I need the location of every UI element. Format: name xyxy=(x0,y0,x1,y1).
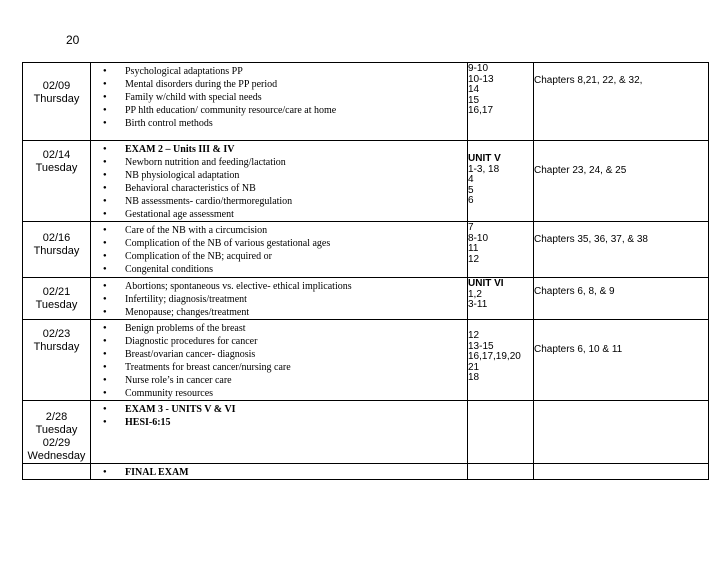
date-cell xyxy=(23,278,91,320)
topic-item: ● Care of the NB with a circumcision xyxy=(91,224,467,237)
chapters-text: Chapter 23, 24, & 25 xyxy=(534,165,627,176)
topic-list xyxy=(91,464,467,479)
page-range: 14 xyxy=(468,84,480,96)
topic-item: ● Complication of the NB; acquired or xyxy=(91,250,467,263)
topics-cell xyxy=(91,63,468,141)
topic-item: ● Abortions; spontaneous vs. elective- ethical implications xyxy=(91,280,467,293)
date-line: Thursday xyxy=(33,93,80,105)
date-line: 02/14 xyxy=(42,149,71,161)
date-line: Thursday xyxy=(33,245,80,257)
schedule-row xyxy=(23,278,709,320)
topic-list xyxy=(91,401,467,429)
page-number: 20 xyxy=(66,33,80,47)
topic-item: ● Newborn nutrition and feeding/lactation xyxy=(91,156,467,169)
schedule-row xyxy=(23,320,709,401)
topic-item: ● Menopause; changes/treatment xyxy=(91,306,467,319)
date-line: 02/29 xyxy=(42,437,71,449)
topic-list xyxy=(91,222,467,276)
topics-cell xyxy=(91,278,468,320)
pages-cell xyxy=(468,278,534,320)
page-range: UNIT VI xyxy=(468,278,504,289)
page-range: 11 xyxy=(468,243,479,255)
date-cell xyxy=(23,141,91,222)
chapters-cell xyxy=(534,141,709,222)
chapters-cell xyxy=(534,401,709,464)
schedule-row xyxy=(23,464,709,480)
page-range: 1-3, 18 xyxy=(468,163,500,175)
topic-item: ● Benign problems of the breast xyxy=(91,322,467,335)
chapters-text: Chapters 6, 8, & 9 xyxy=(534,286,615,297)
date-line: 02/16 xyxy=(42,232,71,244)
page-range: 16,17 xyxy=(468,105,494,117)
topic-item: ● Community resources xyxy=(91,387,467,400)
topic-item: ● Gestational age assessment xyxy=(91,208,467,221)
page-range: 10-13 xyxy=(468,73,494,85)
page-range: 9-10 xyxy=(468,63,489,74)
chapters-text: Chapters 8,21, 22, & 32, xyxy=(534,75,643,86)
topics-cell xyxy=(91,320,468,401)
topic-list xyxy=(91,63,467,130)
date-line: 02/21 xyxy=(42,286,71,298)
date-line: 02/23 xyxy=(42,328,71,340)
topic-item: ● PP hlth education/ community resource/care at home xyxy=(91,104,467,117)
topics-cell xyxy=(91,222,468,278)
topic-item: ● Diagnostic procedures for cancer xyxy=(91,335,467,348)
page-range: 1,2 xyxy=(468,288,482,300)
page-range: 5 xyxy=(468,184,474,196)
chapters-cell xyxy=(534,222,709,278)
page-range: 8-10 xyxy=(468,232,489,244)
topic-item: ● FINAL EXAM xyxy=(91,466,467,479)
page-range: 12 xyxy=(468,330,480,341)
schedule-row xyxy=(23,401,709,464)
topic-list xyxy=(91,278,467,319)
topic-item: ● Family w/child with special needs xyxy=(91,91,467,104)
page-range: 18 xyxy=(468,372,480,384)
date-line: Wednesday xyxy=(27,450,86,462)
topic-item: ● Psychological adaptations PP xyxy=(91,65,467,78)
pages-cell xyxy=(468,401,534,464)
page-range: 4 xyxy=(468,174,474,186)
page-range: 13-15 xyxy=(468,340,494,352)
pages-cell xyxy=(468,63,534,141)
chapters-text: Chapters 6, 10 & 11 xyxy=(534,344,623,355)
topic-item: ● Treatments for breast cancer/nursing care xyxy=(91,361,467,374)
topic-item: ● NB physiological adaptation xyxy=(91,169,467,182)
page-range: 21 xyxy=(468,361,480,373)
schedule-row xyxy=(23,222,709,278)
date-line: Thursday xyxy=(33,341,80,353)
schedule-row xyxy=(23,141,709,222)
topic-item: ● Nurse role’s in cancer care xyxy=(91,374,467,387)
pages-cell xyxy=(468,222,534,278)
page-range: 3-11 xyxy=(468,299,488,311)
topic-item: ● EXAM 2 – Units III & IV xyxy=(91,143,467,156)
topic-list xyxy=(91,141,467,221)
chapters-cell xyxy=(534,63,709,141)
date-line: 02/09 xyxy=(42,80,71,92)
topic-item: ● Congenital conditions xyxy=(91,263,467,276)
schedule-table xyxy=(22,62,709,480)
topics-cell xyxy=(91,141,468,222)
topic-item: ● Complication of the NB of various gestational ages xyxy=(91,237,467,250)
chapters-cell xyxy=(534,278,709,320)
topic-item: ● NB assessments- cardio/thermoregulation xyxy=(91,195,467,208)
topic-item: ● Birth control methods xyxy=(91,117,467,130)
topic-item: ● EXAM 3 - UNITS V & VI xyxy=(91,403,467,416)
date-line: Tuesday xyxy=(35,299,78,311)
date-cell xyxy=(23,63,91,141)
topic-item: ● Behavioral characteristics of NB xyxy=(91,182,467,195)
pages-cell xyxy=(468,464,534,480)
date-line: Tuesday xyxy=(35,424,78,436)
page-range: 15 xyxy=(468,94,480,106)
pages-cell xyxy=(468,320,534,401)
date-cell xyxy=(23,401,91,464)
chapters-cell xyxy=(534,464,709,480)
topic-item: ● HESI-6:15 xyxy=(91,416,467,429)
page-range: 12 xyxy=(468,253,480,265)
topic-item: ● Mental disorders during the PP period xyxy=(91,78,467,91)
topics-cell xyxy=(91,401,468,464)
topic-item: ● Breast/ovarian cancer- diagnosis xyxy=(91,348,467,361)
page-range: 6 xyxy=(468,195,474,207)
chapters-text: Chapters 35, 36, 37, & 38 xyxy=(534,234,648,245)
date-cell xyxy=(23,222,91,278)
chapters-cell xyxy=(534,320,709,401)
page-range: UNIT V xyxy=(468,153,501,164)
page-range: 16,17,19,20 xyxy=(468,351,521,363)
topics-cell xyxy=(91,464,468,480)
date-line: Tuesday xyxy=(35,162,78,174)
pages-cell xyxy=(468,141,534,222)
topic-list xyxy=(91,320,467,400)
date-line: 2/28 xyxy=(45,411,68,423)
schedule-row xyxy=(23,63,709,141)
date-cell xyxy=(23,320,91,401)
date-cell xyxy=(23,464,91,480)
topic-item: ● Infertility; diagnosis/treatment xyxy=(91,293,467,306)
schedule-body xyxy=(23,63,709,480)
page-range: 7 xyxy=(468,222,474,233)
